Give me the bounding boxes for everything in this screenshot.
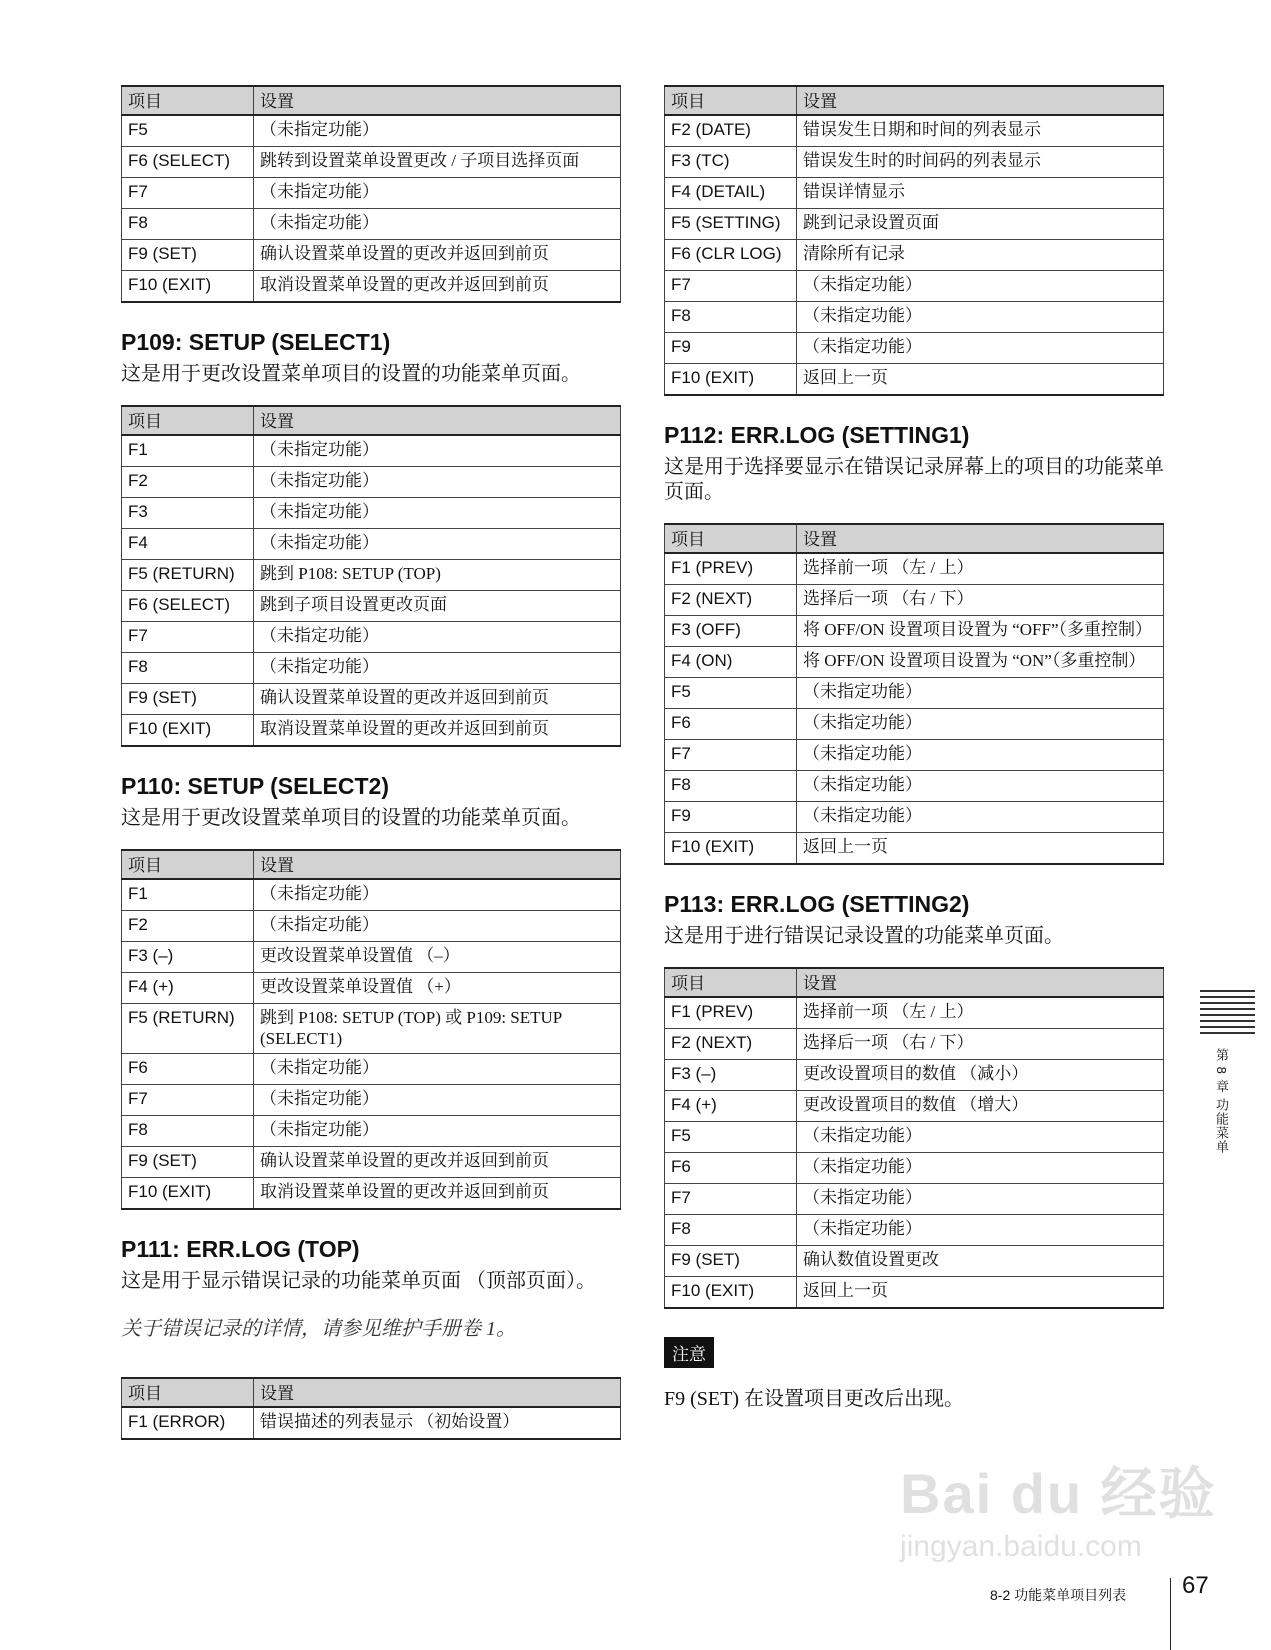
header-item: 项目 <box>665 524 797 553</box>
setting-cell: 取消设置菜单设置的更改并返回到前页 <box>254 715 621 747</box>
header-item: 项目 <box>122 1378 254 1407</box>
reference-note: 关于错误记录的详情，请参见维护手册卷 1。 <box>121 1318 516 1340</box>
setting-cell: 跳转到设置菜单设置更改 / 子项目选择页面 <box>254 147 621 178</box>
table-row <box>665 1153 1164 1184</box>
key-cell: F6 (CLR LOG) <box>665 240 797 271</box>
table-row <box>122 498 621 529</box>
table-row <box>122 973 621 1004</box>
function-table <box>664 967 1164 1309</box>
header-setting: 设置 <box>797 524 1164 553</box>
key-cell: F6 <box>665 1153 797 1184</box>
setting-cell: （未指定功能） <box>254 435 621 467</box>
setting-cell: （未指定功能） <box>254 622 621 653</box>
key-cell: F5 (RETURN) <box>122 560 254 591</box>
key-cell: F8 <box>665 302 797 333</box>
key-cell: F10 (EXIT) <box>665 833 797 865</box>
setting-cell: （未指定功能） <box>254 115 621 147</box>
left-column <box>121 85 621 1440</box>
key-cell: F10 (EXIT) <box>122 715 254 747</box>
note-text: F9 (SET) 在设置项目更改后出现。 <box>664 1388 964 1410</box>
key-cell: F4 (+) <box>665 1091 797 1122</box>
page-number: 67 <box>1182 1572 1209 1599</box>
setting-cell: （未指定功能） <box>797 1215 1164 1246</box>
setting-cell: 确认设置菜单设置的更改并返回到前页 <box>254 1147 621 1178</box>
key-cell: F3 <box>122 498 254 529</box>
table-row <box>122 1116 621 1147</box>
key-cell: F9 (SET) <box>122 240 254 271</box>
table-row <box>122 1178 621 1210</box>
key-cell: F5 <box>122 115 254 147</box>
header-item: 项目 <box>122 86 254 115</box>
header-item: 项目 <box>665 86 797 115</box>
key-cell: F6 <box>122 1054 254 1085</box>
key-cell: F4 (DETAIL) <box>665 178 797 209</box>
function-table <box>664 85 1164 396</box>
table-row <box>122 240 621 271</box>
setting-cell: 跳到子项目设置更改页面 <box>254 591 621 622</box>
setting-cell: （未指定功能） <box>797 333 1164 364</box>
table-row <box>665 178 1164 209</box>
setting-cell: 错误描述的列表显示 （初始设置） <box>254 1407 621 1439</box>
key-cell: F10 (EXIT) <box>665 1277 797 1309</box>
setting-cell: 跳到 P108: SETUP (TOP) <box>254 560 621 591</box>
key-cell: F9 (SET) <box>665 1246 797 1277</box>
table-row <box>122 653 621 684</box>
setting-cell: 错误详情显示 <box>797 178 1164 209</box>
header-setting: 设置 <box>254 406 621 435</box>
setting-cell: （未指定功能） <box>797 740 1164 771</box>
watermark-logo: Bai du 经验 <box>900 1462 1217 1525</box>
table-row <box>122 147 621 178</box>
setting-cell: 选择前一项 （左 / 上） <box>797 997 1164 1029</box>
key-cell: F7 <box>665 1184 797 1215</box>
function-table <box>664 523 1164 865</box>
key-cell: F7 <box>665 740 797 771</box>
header-setting: 设置 <box>797 86 1164 115</box>
setting-cell: （未指定功能） <box>254 529 621 560</box>
setting-cell: 更改设置项目的数值 （增大） <box>797 1091 1164 1122</box>
setting-cell: 清除所有记录 <box>797 240 1164 271</box>
key-cell: F1 (PREV) <box>665 553 797 585</box>
header-item: 项目 <box>122 406 254 435</box>
key-cell: F7 <box>665 271 797 302</box>
setting-cell: 取消设置菜单设置的更改并返回到前页 <box>254 1178 621 1210</box>
setting-cell: （未指定功能） <box>254 1116 621 1147</box>
key-cell: F4 (ON) <box>665 647 797 678</box>
table-row <box>665 997 1164 1029</box>
key-cell: F8 <box>122 209 254 240</box>
table-header-row <box>665 524 1164 553</box>
table-row <box>665 1277 1164 1309</box>
setting-cell: 返回上一页 <box>797 833 1164 865</box>
tab-stripes <box>1200 990 1255 1034</box>
key-cell: F5 <box>665 678 797 709</box>
table-row <box>665 333 1164 364</box>
chapter-side-tab <box>1200 990 1255 1154</box>
header-setting: 设置 <box>254 86 621 115</box>
table-row <box>122 622 621 653</box>
setting-cell: （未指定功能） <box>797 709 1164 740</box>
section-heading: P113: ERR.LOG (SETTING2) <box>664 891 970 917</box>
table-row <box>665 1122 1164 1153</box>
key-cell: F9 <box>665 802 797 833</box>
key-cell: F1 <box>122 879 254 911</box>
table-row <box>122 209 621 240</box>
table-row <box>122 591 621 622</box>
function-table <box>121 1377 621 1440</box>
table-row <box>665 1246 1164 1277</box>
key-cell: F8 <box>122 1116 254 1147</box>
table-row <box>665 740 1164 771</box>
key-cell: F6 (SELECT) <box>122 591 254 622</box>
setting-cell: 错误发生时的时间码的列表显示 <box>797 147 1164 178</box>
key-cell: F6 (SELECT) <box>122 147 254 178</box>
chapter-label: 第 8 章 功能菜单 <box>1214 1048 1229 1155</box>
setting-cell: 更改设置菜单设置值 （–） <box>254 942 621 973</box>
table-row <box>665 616 1164 647</box>
header-setting: 设置 <box>254 850 621 879</box>
key-cell: F10 (EXIT) <box>122 1178 254 1210</box>
table-row <box>665 240 1164 271</box>
key-cell: F1 (PREV) <box>665 997 797 1029</box>
key-cell: F8 <box>665 771 797 802</box>
setting-cell: 更改设置项目的数值 （减小） <box>797 1060 1164 1091</box>
section-description: 这是用于进行错误记录设置的功能菜单页面。 <box>664 925 1064 947</box>
key-cell: F8 <box>122 653 254 684</box>
table-row <box>122 271 621 303</box>
key-cell: F6 <box>665 709 797 740</box>
key-cell: F5 (SETTING) <box>665 209 797 240</box>
key-cell: F3 (–) <box>665 1060 797 1091</box>
key-cell: F5 (RETURN) <box>122 1004 254 1054</box>
table-header-row <box>665 86 1164 115</box>
table-row <box>665 802 1164 833</box>
table-header-row <box>122 1378 621 1407</box>
key-cell: F1 (ERROR) <box>122 1407 254 1439</box>
setting-cell: 返回上一页 <box>797 364 1164 396</box>
key-cell: F8 <box>665 1215 797 1246</box>
key-cell: F9 <box>665 333 797 364</box>
key-cell: F7 <box>122 622 254 653</box>
table-row <box>665 1215 1164 1246</box>
table-row <box>665 585 1164 616</box>
setting-cell: 选择后一项 （右 / 下） <box>797 585 1164 616</box>
table-row <box>122 942 621 973</box>
table-row <box>665 1060 1164 1091</box>
setting-cell: （未指定功能） <box>797 771 1164 802</box>
key-cell: F5 <box>665 1122 797 1153</box>
footer-section-title: 8-2 功能菜单项目列表 <box>990 1587 1127 1603</box>
section-heading: P112: ERR.LOG (SETTING1) <box>664 422 970 448</box>
setting-cell: 将 OFF/ON 设置项目设置为 “ON”（多重控制） <box>797 647 1164 678</box>
table-row <box>665 678 1164 709</box>
key-cell: F2 (NEXT) <box>665 585 797 616</box>
setting-cell: 返回上一页 <box>797 1277 1164 1309</box>
table-row <box>122 684 621 715</box>
setting-cell: （未指定功能） <box>254 879 621 911</box>
function-table <box>121 849 621 1210</box>
key-cell: F3 (TC) <box>665 147 797 178</box>
table-row <box>665 553 1164 585</box>
setting-cell: （未指定功能） <box>254 911 621 942</box>
setting-cell: （未指定功能） <box>254 209 621 240</box>
table-row <box>122 1085 621 1116</box>
function-table <box>121 405 621 747</box>
setting-cell: 选择前一项 （左 / 上） <box>797 553 1164 585</box>
key-cell: F3 (–) <box>122 942 254 973</box>
table-row <box>122 529 621 560</box>
table-row <box>665 302 1164 333</box>
key-cell: F2 (NEXT) <box>665 1029 797 1060</box>
setting-cell: 错误发生日期和时间的列表显示 <box>797 115 1164 147</box>
setting-cell: （未指定功能） <box>797 802 1164 833</box>
note-label: 注意 <box>664 1337 714 1368</box>
setting-cell: 取消设置菜单设置的更改并返回到前页 <box>254 271 621 303</box>
table-row <box>665 209 1164 240</box>
table-row <box>122 1407 621 1439</box>
setting-cell: 选择后一项 （右 / 下） <box>797 1029 1164 1060</box>
setting-cell: （未指定功能） <box>797 1122 1164 1153</box>
key-cell: F3 (OFF) <box>665 616 797 647</box>
table-row <box>122 435 621 467</box>
table-row <box>665 1091 1164 1122</box>
section-heading: P109: SETUP (SELECT1) <box>121 329 391 355</box>
table-row <box>122 1147 621 1178</box>
setting-cell: 确认设置菜单设置的更改并返回到前页 <box>254 684 621 715</box>
key-cell: F2 <box>122 911 254 942</box>
table-row <box>122 911 621 942</box>
table-row <box>665 709 1164 740</box>
section-heading: P110: SETUP (SELECT2) <box>121 773 389 799</box>
table-row <box>122 560 621 591</box>
setting-cell: 确认设置菜单设置的更改并返回到前页 <box>254 240 621 271</box>
table-row <box>122 715 621 747</box>
setting-cell: （未指定功能） <box>797 678 1164 709</box>
setting-cell: 跳到 P108: SETUP (TOP) 或 P109: SETUP (SELECT1) <box>254 1004 621 1054</box>
key-cell: F2 <box>122 467 254 498</box>
key-cell: F10 (EXIT) <box>665 364 797 396</box>
table-row <box>122 879 621 911</box>
header-setting: 设置 <box>797 968 1164 997</box>
table-header-row <box>122 406 621 435</box>
key-cell: F10 (EXIT) <box>122 271 254 303</box>
table-row <box>665 833 1164 865</box>
setting-cell: 将 OFF/ON 设置项目设置为 “OFF”（多重控制） <box>797 616 1164 647</box>
function-table <box>121 85 621 303</box>
table-row <box>665 271 1164 302</box>
section-description: 这是用于显示错误记录的功能菜单页面 （顶部页面）。 <box>121 1270 596 1292</box>
table-row <box>665 147 1164 178</box>
setting-cell: （未指定功能） <box>797 1184 1164 1215</box>
setting-cell: （未指定功能） <box>254 1054 621 1085</box>
key-cell: F7 <box>122 1085 254 1116</box>
table-header-row <box>122 86 621 115</box>
key-cell: F2 (DATE) <box>665 115 797 147</box>
setting-cell: （未指定功能） <box>797 271 1164 302</box>
table-row <box>122 467 621 498</box>
table-header-row <box>122 850 621 879</box>
key-cell: F4 <box>122 529 254 560</box>
setting-cell: 跳到记录设置页面 <box>797 209 1164 240</box>
table-header-row <box>665 968 1164 997</box>
section-description: 这是用于更改设置菜单项目的设置的功能菜单页面。 <box>121 363 581 385</box>
watermark-url: jingyan.baidu.com <box>900 1530 1142 1563</box>
setting-cell: （未指定功能） <box>254 467 621 498</box>
table-row <box>665 647 1164 678</box>
key-cell: F9 (SET) <box>122 1147 254 1178</box>
table-row <box>665 115 1164 147</box>
section-description: 这是用于选择要显示在错误记录屏幕上的项目的功能菜单页面。 <box>664 456 1164 503</box>
table-row <box>122 1004 621 1054</box>
section-description: 这是用于更改设置菜单项目的设置的功能菜单页面。 <box>121 807 581 829</box>
table-row <box>665 771 1164 802</box>
setting-cell: （未指定功能） <box>797 302 1164 333</box>
table-row <box>665 1029 1164 1060</box>
section-heading: P111: ERR.LOG (TOP) <box>121 1236 360 1262</box>
setting-cell: （未指定功能） <box>254 498 621 529</box>
header-setting: 设置 <box>254 1378 621 1407</box>
header-item: 项目 <box>665 968 797 997</box>
table-row <box>122 115 621 147</box>
right-column <box>664 85 1164 1411</box>
key-cell: F9 (SET) <box>122 684 254 715</box>
table-row <box>122 1054 621 1085</box>
table-row <box>122 178 621 209</box>
table-row <box>665 1184 1164 1215</box>
header-item: 项目 <box>122 850 254 879</box>
setting-cell: （未指定功能） <box>797 1153 1164 1184</box>
setting-cell: （未指定功能） <box>254 178 621 209</box>
setting-cell: （未指定功能） <box>254 653 621 684</box>
setting-cell: 确认数值设置更改 <box>797 1246 1164 1277</box>
setting-cell: 更改设置菜单设置值 （+） <box>254 973 621 1004</box>
baidu-watermark <box>900 1450 1217 1564</box>
table-row <box>665 364 1164 396</box>
key-cell: F4 (+) <box>122 973 254 1004</box>
key-cell: F1 <box>122 435 254 467</box>
setting-cell: （未指定功能） <box>254 1085 621 1116</box>
footer-divider <box>1170 1578 1171 1650</box>
key-cell: F7 <box>122 178 254 209</box>
